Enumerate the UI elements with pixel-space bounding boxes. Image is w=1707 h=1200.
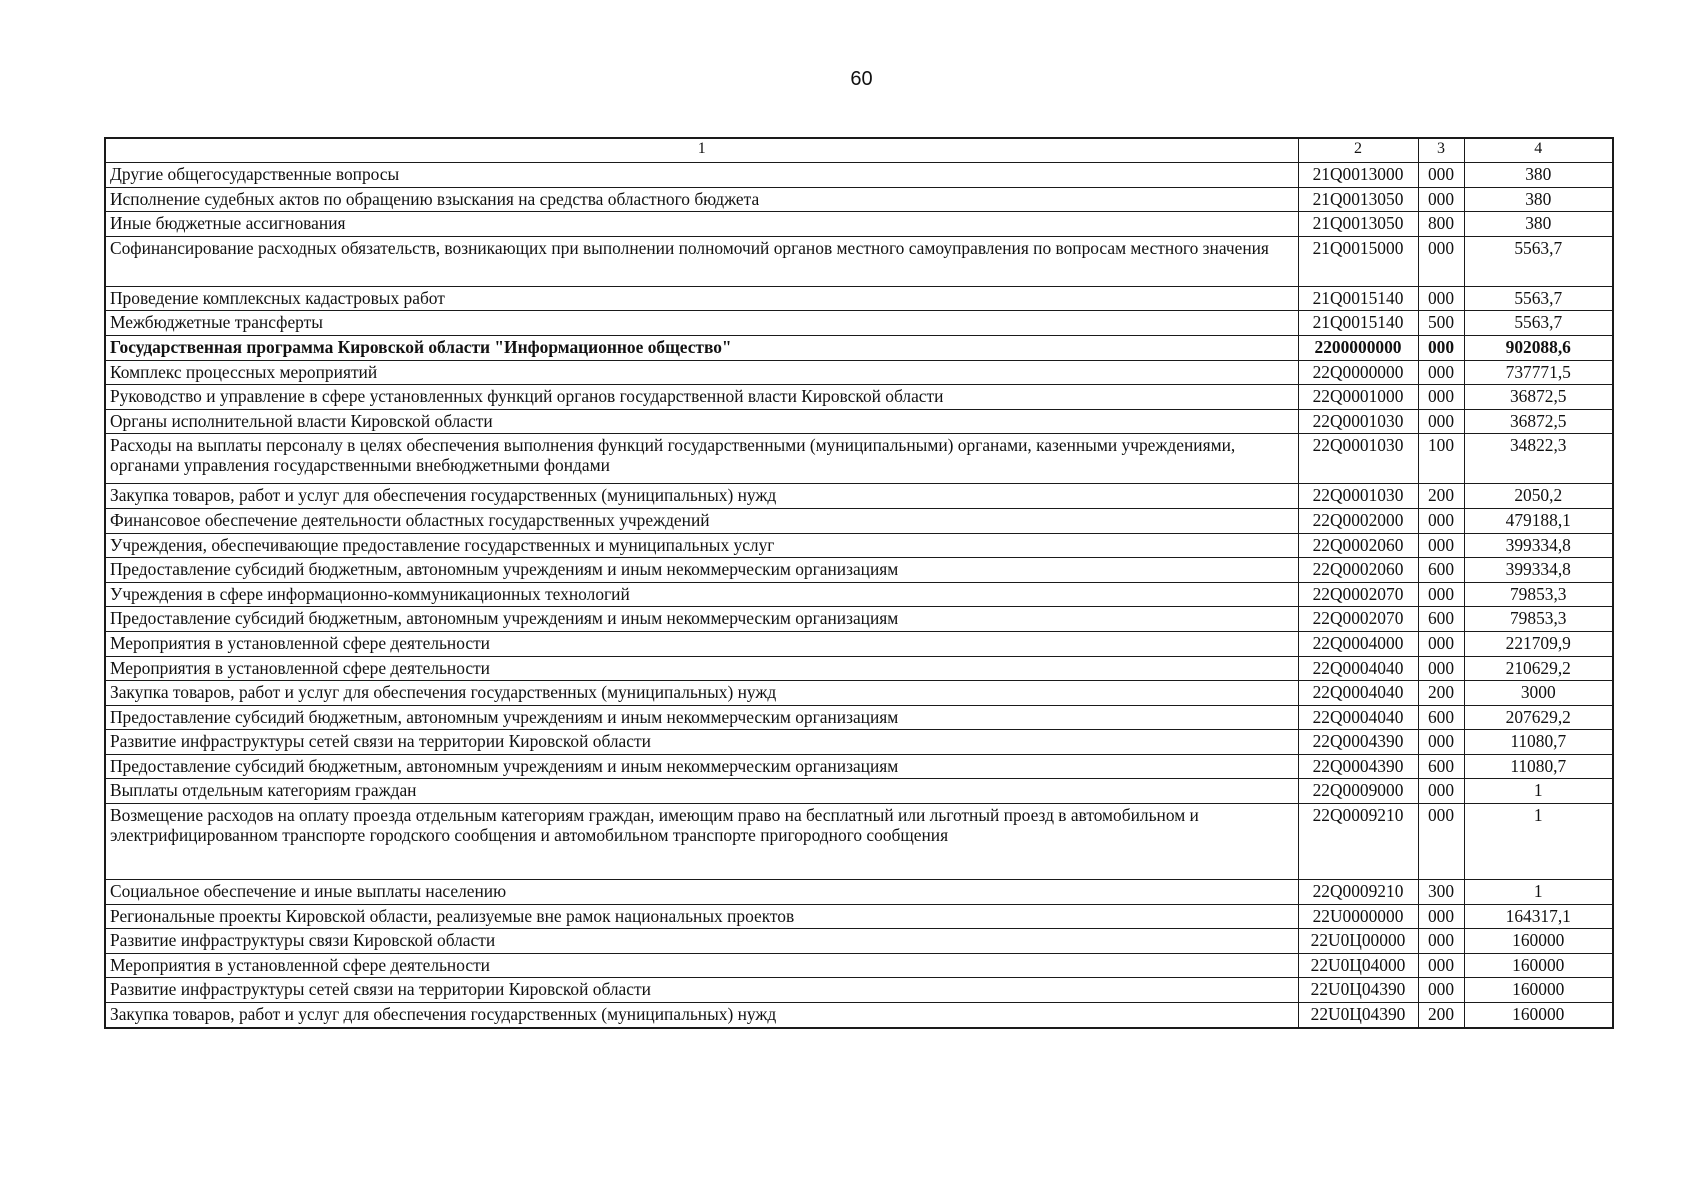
row-amount-cell: 34822,3 [1464,434,1613,484]
row-amount-cell: 479188,1 [1464,508,1613,533]
row-amount-cell: 1 [1464,880,1613,905]
row-amount-cell: 1 [1464,804,1613,880]
table-row [105,533,1613,558]
row-name-cell: Межбюджетные трансферты [105,311,1298,336]
table-row [105,880,1613,905]
row-vr-cell: 000 [1418,953,1464,978]
row-amount-cell: 5563,7 [1464,236,1613,286]
row-name-cell: Предоставление субсидий бюджетным, автономным учреждениям и иным некоммерческим организациям [105,754,1298,779]
row-code-cell: 22Q0002060 [1298,558,1418,583]
table-row [105,1003,1613,1028]
row-code-cell: 22Q0000000 [1298,360,1418,385]
row-vr-cell: 200 [1418,1003,1464,1028]
page-number: 60 [850,68,873,90]
row-vr-cell: 600 [1418,607,1464,632]
row-vr-cell: 000 [1418,236,1464,286]
table-row [105,953,1613,978]
row-code-cell: 22Q0001030 [1298,434,1418,484]
row-name-cell: Закупка товаров, работ и услуг для обеспечения государственных (муниципальных) нужд [105,1003,1298,1028]
table-row [105,558,1613,583]
row-amount-cell: 210629,2 [1464,656,1613,681]
row-name-cell: Предоставление субсидий бюджетным, автономным учреждениям и иным некоммерческим организациям [105,558,1298,583]
row-vr-cell: 000 [1418,978,1464,1003]
row-vr-cell: 600 [1418,705,1464,730]
table-row [105,978,1613,1003]
row-name-cell: Исполнение судебных актов по обращению взыскания на средства областного бюджета [105,187,1298,212]
row-code-cell: 21Q0015140 [1298,311,1418,336]
table-row [105,904,1613,929]
row-name-cell: Закупка товаров, работ и услуг для обеспечения государственных (муниципальных) нужд [105,681,1298,706]
row-amount-cell: 380 [1464,187,1613,212]
row-amount-cell: 399334,8 [1464,533,1613,558]
table-row [105,730,1613,755]
table-row [105,754,1613,779]
table-row [105,335,1613,360]
row-amount-cell: 3000 [1464,681,1613,706]
row-name-cell: Органы исполнительной власти Кировской области [105,409,1298,434]
row-name-cell: Учреждения в сфере информационно-коммуникационных технологий [105,582,1298,607]
row-vr-cell: 000 [1418,385,1464,410]
row-code-cell: 22Q0004040 [1298,705,1418,730]
row-code-cell: 22Q0002060 [1298,533,1418,558]
row-name-cell: Развитие инфраструктуры сетей связи на территории Кировской области [105,978,1298,1003]
row-code-cell: 22Q0004000 [1298,631,1418,656]
table-row [105,681,1613,706]
row-amount-cell: 36872,5 [1464,385,1613,410]
row-code-cell: 22Q0009000 [1298,779,1418,804]
row-name-cell: Предоставление субсидий бюджетным, автономным учреждениям и иным некоммерческим организациям [105,705,1298,730]
row-amount-cell: 5563,7 [1464,286,1613,311]
row-code-cell: 21Q0013050 [1298,212,1418,237]
table-row [105,582,1613,607]
row-amount-cell: 1 [1464,779,1613,804]
row-amount-cell: 380 [1464,163,1613,188]
row-amount-cell: 902088,6 [1464,335,1613,360]
table-row [105,656,1613,681]
row-vr-cell: 200 [1418,681,1464,706]
row-name-cell: Проведение комплексных кадастровых работ [105,286,1298,311]
row-code-cell: 21Q0015140 [1298,286,1418,311]
table-row [105,434,1613,484]
row-code-cell: 22Q0001000 [1298,385,1418,410]
row-name-cell: Региональные проекты Кировской области, реализуемые вне рамок национальных проектов [105,904,1298,929]
row-name-cell: Учреждения, обеспечивающие предоставление государственных и муниципальных услуг [105,533,1298,558]
row-amount-cell: 160000 [1464,1003,1613,1028]
row-vr-cell: 000 [1418,286,1464,311]
row-amount-cell: 160000 [1464,953,1613,978]
row-code-cell: 22U0Ц04390 [1298,1003,1418,1028]
row-vr-cell: 300 [1418,880,1464,905]
table-row [105,484,1613,509]
row-vr-cell: 000 [1418,804,1464,880]
row-name-cell: Развитие инфраструктуры связи Кировской области [105,929,1298,954]
row-code-cell: 22Q0004040 [1298,656,1418,681]
row-amount-cell: 380 [1464,212,1613,237]
row-name-cell: Развитие инфраструктуры сетей связи на территории Кировской области [105,730,1298,755]
row-code-cell: 22Q0009210 [1298,804,1418,880]
row-name-cell: Мероприятия в установленной сфере деятельности [105,631,1298,656]
row-vr-cell: 000 [1418,508,1464,533]
row-code-cell: 22U0000000 [1298,904,1418,929]
header-col-name: 1 [105,138,1298,163]
header-col-amount: 4 [1464,138,1613,163]
row-name-cell: Иные бюджетные ассигнования [105,212,1298,237]
row-vr-cell: 000 [1418,730,1464,755]
table-row [105,286,1613,311]
row-code-cell: 22Q0004390 [1298,730,1418,755]
row-name-cell: Другие общегосударственные вопросы [105,163,1298,188]
row-vr-cell: 100 [1418,434,1464,484]
row-name-cell: Социальное обеспечение и иные выплаты населению [105,880,1298,905]
table-row [105,212,1613,237]
row-name-cell: Расходы на выплаты персоналу в целях обеспечения выполнения функций государственными (муниципальными) органами, казенными учреждениями, органами управления государственными внебюджетными фондами [105,434,1298,484]
row-vr-cell: 000 [1418,360,1464,385]
row-amount-cell: 737771,5 [1464,360,1613,385]
row-name-cell: Возмещение расходов на оплату проезда отдельным категориям граждан, имеющим право на бесплатный или льготный проезд в автомобильном и электрифицированном транспорте городского сообщения и автомобильном транспорте пригородного сообщения [105,804,1298,880]
row-code-cell: 22Q0004390 [1298,754,1418,779]
row-vr-cell: 600 [1418,558,1464,583]
row-name-cell: Выплаты отдельным категориям граждан [105,779,1298,804]
row-amount-cell: 160000 [1464,978,1613,1003]
row-name-cell: Комплекс процессных мероприятий [105,360,1298,385]
row-vr-cell: 000 [1418,656,1464,681]
row-name-cell: Софинансирование расходных обязательств, возникающих при выполнении полномочий органов местного самоуправления по вопросам местного значения [105,236,1298,286]
table-row [105,779,1613,804]
row-vr-cell: 000 [1418,163,1464,188]
table-header-row [105,138,1613,163]
row-amount-cell: 79853,3 [1464,582,1613,607]
row-vr-cell: 000 [1418,335,1464,360]
table-row [105,236,1613,286]
row-name-cell: Мероприятия в установленной сфере деятельности [105,953,1298,978]
row-vr-cell: 000 [1418,929,1464,954]
row-code-cell: 21Q0013000 [1298,163,1418,188]
header-col-vr: 3 [1418,138,1464,163]
table-row [105,385,1613,410]
row-code-cell: 22Q0002070 [1298,607,1418,632]
row-vr-cell: 000 [1418,582,1464,607]
row-name-cell: Мероприятия в установленной сфере деятельности [105,656,1298,681]
row-vr-cell: 000 [1418,631,1464,656]
table-row [105,929,1613,954]
row-code-cell: 22Q0001030 [1298,484,1418,509]
row-code-cell: 22Q0002000 [1298,508,1418,533]
row-amount-cell: 36872,5 [1464,409,1613,434]
table-row [105,705,1613,730]
row-amount-cell: 79853,3 [1464,607,1613,632]
row-vr-cell: 200 [1418,484,1464,509]
table-row [105,607,1613,632]
table-row [105,409,1613,434]
row-vr-cell: 800 [1418,212,1464,237]
row-amount-cell: 2050,2 [1464,484,1613,509]
row-vr-cell: 000 [1418,904,1464,929]
table-row [105,508,1613,533]
row-amount-cell: 11080,7 [1464,754,1613,779]
row-amount-cell: 221709,9 [1464,631,1613,656]
table-row [105,187,1613,212]
header-col-code: 2 [1298,138,1418,163]
row-vr-cell: 000 [1418,409,1464,434]
row-amount-cell: 160000 [1464,929,1613,954]
table-row [105,163,1613,188]
row-name-cell: Руководство и управление в сфере установленных функций органов государственной власти Кировской области [105,385,1298,410]
row-name-cell: Закупка товаров, работ и услуг для обеспечения государственных (муниципальных) нужд [105,484,1298,509]
row-code-cell: 2200000000 [1298,335,1418,360]
row-code-cell: 22Q0009210 [1298,880,1418,905]
row-amount-cell: 11080,7 [1464,730,1613,755]
table-row [105,631,1613,656]
row-code-cell: 22Q0004040 [1298,681,1418,706]
row-vr-cell: 000 [1418,187,1464,212]
row-name-cell: Финансовое обеспечение деятельности областных государственных учреждений [105,508,1298,533]
row-vr-cell: 000 [1418,533,1464,558]
row-code-cell: 22Q0002070 [1298,582,1418,607]
row-code-cell: 21Q0013050 [1298,187,1418,212]
row-code-cell: 22U0Ц00000 [1298,929,1418,954]
row-code-cell: 22U0Ц04390 [1298,978,1418,1003]
row-vr-cell: 000 [1418,779,1464,804]
table-row [105,804,1613,880]
row-amount-cell: 164317,1 [1464,904,1613,929]
row-amount-cell: 5563,7 [1464,311,1613,336]
row-code-cell: 21Q0015000 [1298,236,1418,286]
row-name-cell: Предоставление субсидий бюджетным, автономным учреждениям и иным некоммерческим организациям [105,607,1298,632]
row-vr-cell: 600 [1418,754,1464,779]
row-name-cell: Государственная программа Кировской области "Информационное общество" [105,335,1298,360]
table-row [105,360,1613,385]
row-amount-cell: 399334,8 [1464,558,1613,583]
row-code-cell: 22Q0001030 [1298,409,1418,434]
row-vr-cell: 500 [1418,311,1464,336]
table-row [105,311,1613,336]
row-amount-cell: 207629,2 [1464,705,1613,730]
budget-table [104,137,1614,1029]
row-code-cell: 22U0Ц04000 [1298,953,1418,978]
